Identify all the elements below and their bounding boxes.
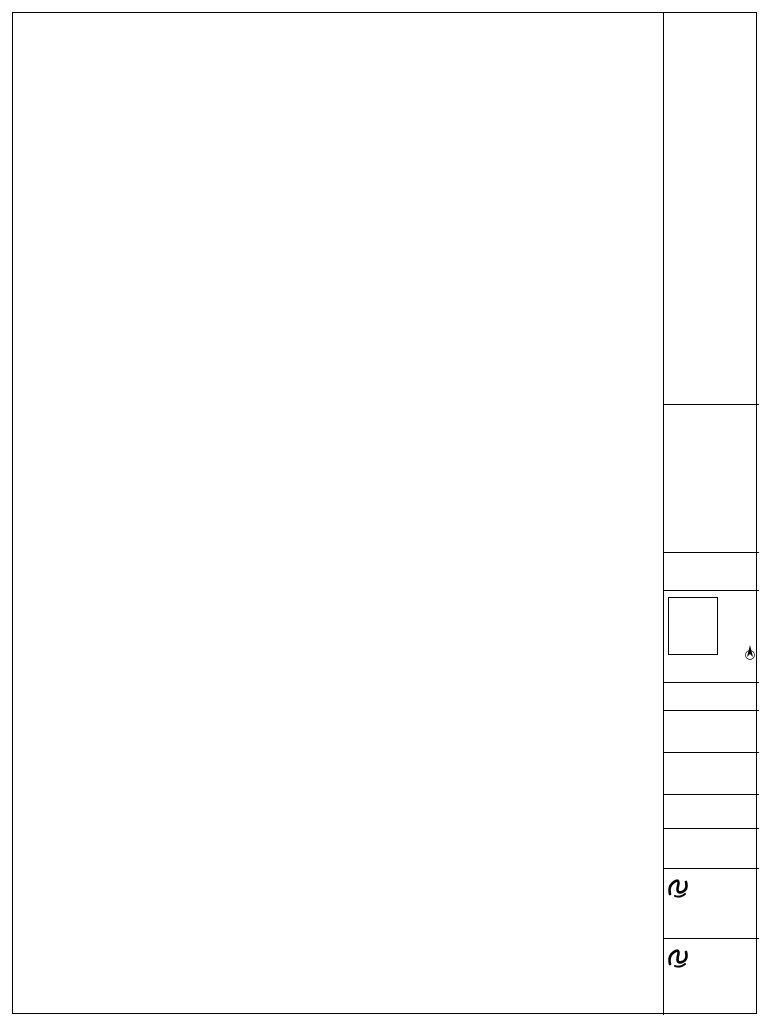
notes-section xyxy=(664,13,759,405)
keyplan-box xyxy=(668,597,718,655)
meta-section xyxy=(664,829,759,869)
keyplan-section xyxy=(664,591,759,683)
sheet-title-section xyxy=(664,753,759,795)
project-section xyxy=(664,711,759,753)
structural-logo xyxy=(666,874,757,900)
drawing-sheet xyxy=(12,12,757,1014)
seal-section xyxy=(664,553,759,591)
architect-logo-icon xyxy=(666,944,692,970)
title-block xyxy=(663,13,758,1015)
column-centreline-plan xyxy=(13,13,663,1015)
structural-section xyxy=(664,869,759,939)
north-arrow-icon xyxy=(744,639,756,666)
sheet-number-section xyxy=(664,795,759,829)
architect-section xyxy=(664,939,759,1015)
client-section xyxy=(664,683,759,711)
revision-section xyxy=(664,405,759,553)
plan-svg xyxy=(13,13,663,1015)
architect-logo xyxy=(666,944,757,970)
structural-logo-icon xyxy=(666,874,692,900)
